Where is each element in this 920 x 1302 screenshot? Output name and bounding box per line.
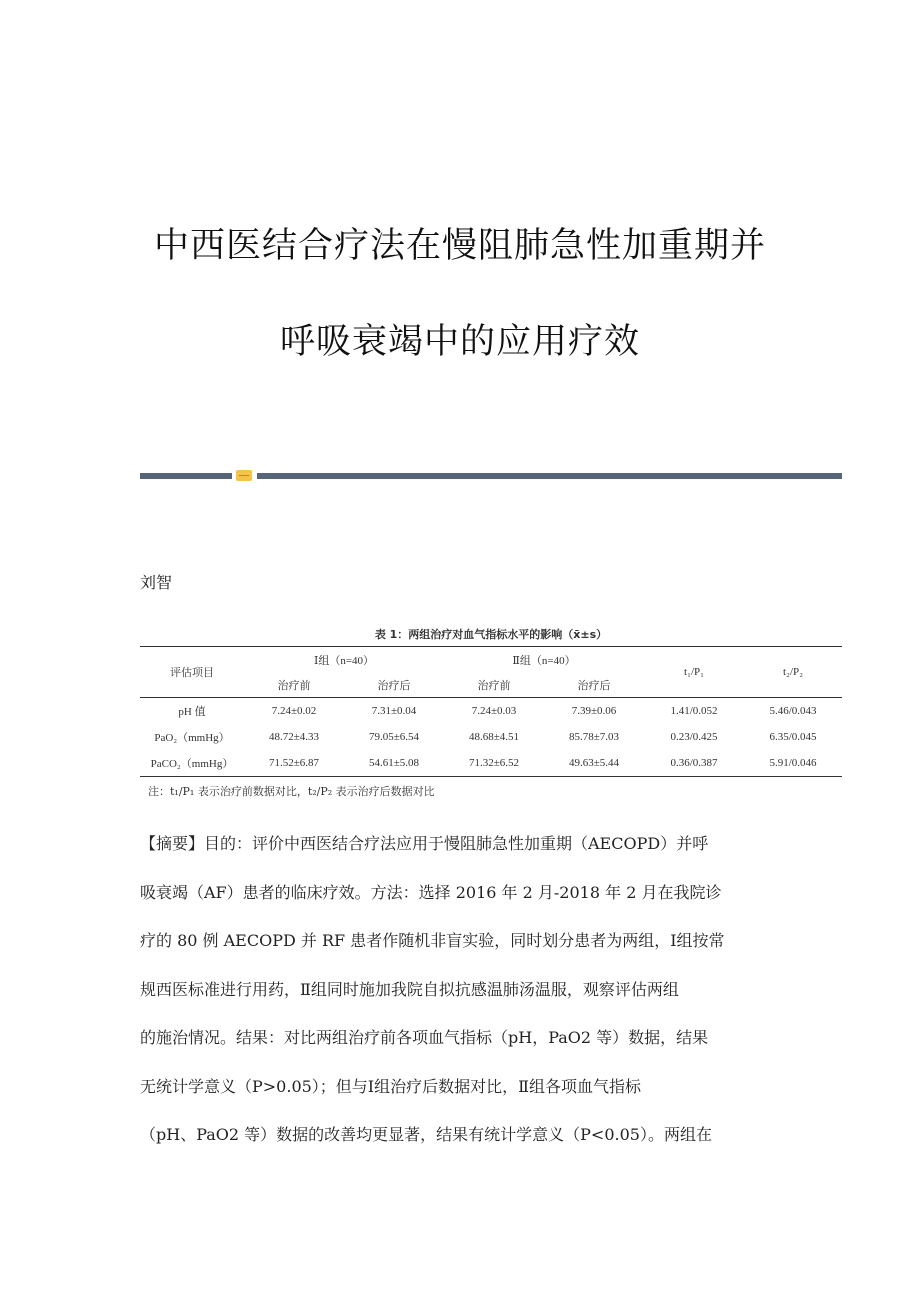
cell-g2-after: 49.63±5.44 [568,757,620,769]
paper-title-line-1: 中西医结合疗法在慢阻肺急性加重期并 [153,226,766,266]
cell-t1p1: 0.23/0.425 [670,731,718,743]
author-name: 刘智 [140,573,173,592]
header-group-2: Ⅱ组（n=40） [512,654,576,667]
header-t2p2: t₂/P₂ [783,666,803,678]
header-g1-after: 治疗后 [377,679,411,692]
header-item: 评估项目 [170,667,214,679]
divider-bar-left [140,473,232,479]
header-t1p1: t₁/P₁ [684,666,704,678]
table-caption: 表 1：两组治疗对血气指标水平的影响（x̄±s） [374,628,608,641]
results-table-figure [140,624,842,799]
cell-g2-after: 85.78±7.03 [568,731,620,743]
cell-g2-before: 48.68±4.51 [468,731,520,743]
cell-t2p2: 5.46/0.043 [769,705,817,717]
cell-g1-after: 79.05±6.54 [368,731,420,743]
abstract-line: 疗的 80 例 AECOPD 并 RF 患者作随机非盲实验，同时划分患者为两组，Ⅰ组按常 [140,931,725,950]
table-row [140,724,842,750]
cell-g1-before: 7.24±0.02 [271,705,317,717]
cell-t1p1: 0.36/0.387 [670,757,718,769]
cell-item: PaO₂（mmHg） [154,732,230,744]
paper-title-line-2: 呼吸衰竭中的应用疗效 [279,322,640,362]
cell-g2-before: 7.24±0.03 [471,705,517,717]
title-divider [140,469,842,483]
header-g2-after: 治疗后 [577,679,611,692]
header-g2-before: 治疗前 [477,679,511,692]
cell-g1-before: 71.52±6.87 [268,757,320,769]
cell-item: PaCO₂（mmHg） [150,758,234,770]
cell-g2-after: 7.39±0.06 [571,705,617,717]
abstract-line: 【摘要】目的：评价中西医结合疗法应用于慢阻肺急性加重期（AECOPD）并呼 [140,834,709,853]
cell-g2-before: 71.32±6.52 [468,757,520,769]
cell-g1-after: 54.61±5.08 [368,757,420,769]
table-note: 注：t₁/P₁ 表示治疗前数据对比，t₂/P₂ 表示治疗后数据对比 [148,785,435,798]
table-row [140,750,842,777]
header-g1-before: 治疗前 [277,679,311,692]
divider-bar-right [257,473,842,479]
abstract-line: 无统计学意义（P>0.05）；但与Ⅰ组治疗后数据对比，Ⅱ组各项血气指标 [140,1076,641,1096]
table-row [140,698,842,725]
abstract [140,832,780,1172]
abstract-line: 规西医标准进行用药，Ⅱ组同时施加我院自拟抗感温肺汤温服，观察评估两组 [140,979,679,999]
abstract-line: 吸衰竭（AF）患者的临床疗效。方法：选择 2016 年 2 月-2018 年 2 月在我院诊 [140,882,722,902]
blood-gas-table [140,646,842,777]
cell-g1-after: 7.31±0.04 [371,705,417,717]
cell-g1-before: 48.72±4.33 [268,731,320,743]
abstract-line: 的施治情况。结果：对比两组治疗前各项血气指标（pH，PaO2 等）数据，结果 [140,1028,709,1047]
abstract-line: （pH、PaO2 等）数据的改善均更显著，结果有统计学意义（P<0.05）。两组在 [140,1125,712,1144]
cell-t2p2: 6.35/0.045 [769,731,817,743]
header-group-1: Ⅰ组（n=40） [313,654,375,667]
cell-item: pH 值 [178,706,206,718]
divider-ornament-icon [236,470,252,481]
cell-t2p2: 5.91/0.046 [769,757,817,769]
cell-t1p1: 1.41/0.052 [670,705,718,717]
